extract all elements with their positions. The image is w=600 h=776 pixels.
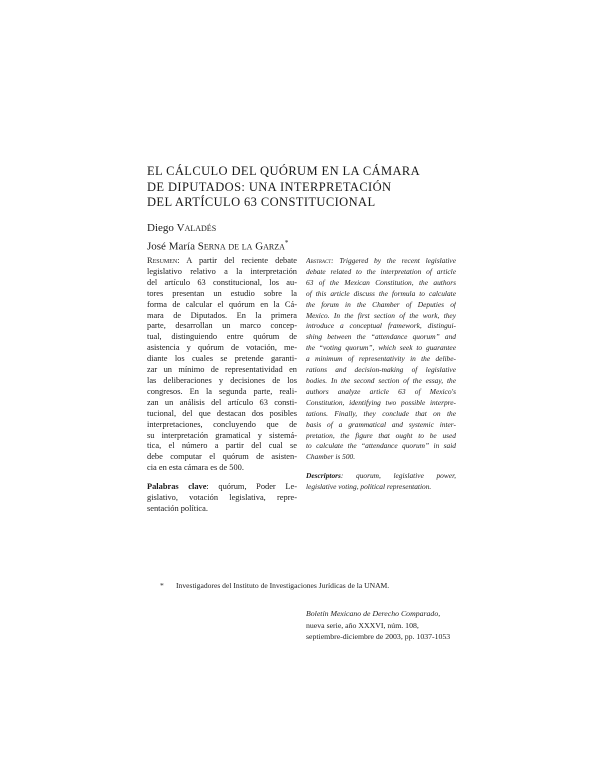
footnote-marker: *: [284, 238, 289, 247]
abstract-line: the forum in the Chamber of Deputies of: [306, 299, 456, 309]
abstract-line: debate related to the interpretation of article: [306, 266, 456, 276]
abstract-line: authors analyze article 63 of Mexico's: [306, 386, 456, 396]
resumen-line: del artículo 63 constitucional, los au-: [147, 277, 297, 287]
abstract-line: Mexico. In the first section of the work, they: [306, 310, 456, 320]
abstract-line: pretation, the figure that ought to be used: [306, 430, 456, 440]
author-1-first: Diego: [147, 222, 174, 234]
resumen-line: legislativo relativo a la interpretación: [147, 266, 297, 276]
abstract-column: [306, 256, 456, 493]
author-2-first: José María: [147, 240, 195, 253]
descriptors-line: Descriptors: quorum, legislative power,: [306, 471, 456, 481]
palabras-clave-block: [147, 482, 297, 515]
palabras-line: gislativo, votación legislativa, repre-: [147, 493, 297, 503]
palabras-line: Palabras clave: quórum, Poder Le-: [147, 482, 297, 492]
resumen-line: las deliberaciones y decisiones de los: [147, 375, 297, 385]
article-title: [147, 164, 467, 211]
abstract-line: Chamber is 500.: [306, 452, 356, 462]
resumen-line: forma de calcular el quórum en la Cá-: [147, 299, 297, 309]
abstract-line: a minimum of representativity in the delibe-: [306, 354, 456, 364]
footnote-mark: *: [160, 581, 164, 590]
resumen-column: [147, 256, 297, 515]
author-1-last: Valadés: [176, 222, 217, 234]
abstract-line: the “voting quorum”, which seek to guarantee: [306, 343, 456, 353]
abstract-line: bodies. In the second section of the essay, the: [306, 375, 456, 385]
resumen-line: congresos. En la segunda parte, reali-: [147, 386, 297, 396]
abstract-line: Constitution, identifying two possible interpre-: [306, 397, 456, 407]
resumen-block: [147, 256, 297, 474]
palabras-line: sentación política.: [147, 503, 208, 513]
resumen-line: cia en esta cámara es de 500.: [147, 463, 244, 473]
footnote-text: Investigadores del Instituto de Investigaciones Jurídicas de la UNAM.: [176, 581, 390, 590]
authors: [147, 221, 467, 254]
descriptors-label: Descriptors: [306, 471, 341, 481]
descriptors-line: legislative voting, political representation.: [306, 482, 432, 492]
resumen-line: tores presentan un estudio sobre la: [147, 288, 297, 298]
abstract-line: basis of a grammatical and systemic inter-: [306, 419, 456, 429]
abstract-label: Abstract: [306, 256, 332, 265]
author-1: [147, 221, 467, 236]
resumen-line: asistencia y quórum de votación, me-: [147, 343, 297, 353]
resumen-line: zar un mínimo de representatividad en: [147, 365, 297, 375]
resumen-line: Resumen: A partir del reciente debate: [147, 256, 297, 265]
citation-series: nueva serie, año XXXVI, núm. 108,: [306, 620, 419, 630]
journal-citation: [306, 608, 450, 643]
resumen-line: tica, el número a partir del cual se: [147, 441, 297, 451]
footnote: [160, 581, 389, 590]
abstract-line: to calculate the “attendance quorum” in said: [306, 441, 456, 451]
abstract-line: 63 of the Mexican Constitution, the authors: [306, 277, 456, 287]
resumen-line: tual, distinguiendo entre quórum de: [147, 332, 297, 342]
title-line: DE DIPUTADOS: UNA INTERPRETACIÓN: [147, 179, 392, 194]
abstract-line: rations and decision-making of legislative: [306, 365, 456, 375]
resumen-label: Resumen: [147, 256, 178, 265]
author-2-last: Serna de la Garza: [197, 240, 285, 253]
abstract-line: of this article discuss the formula to calculate: [306, 288, 456, 298]
palabras-label: Palabras clave: [147, 482, 207, 492]
resumen-line: interpretaciones, concluyendo que de: [147, 419, 297, 429]
resumen-line: zan un análisis del artículo 63 consti-: [147, 397, 297, 407]
title-line: EL CÁLCULO DEL QUÓRUM EN LA CÁMARA: [147, 164, 421, 178]
abstract-line: tations. Finally, they conclude that on the: [306, 408, 456, 418]
citation-journal: Boletín Mexicano de Derecho Comparado,: [306, 609, 441, 618]
resumen-line: diante los cuales se pretende garanti-: [147, 354, 297, 364]
abstract-line: introduce a conceptual framework, distingui-: [306, 321, 456, 331]
abstract-block: [306, 256, 456, 463]
author-2: [147, 236, 467, 254]
descriptors-block: [306, 471, 456, 493]
resumen-line: tucional, del que destacan dos posibles: [147, 408, 297, 418]
abstract-line: Abstract: Triggered by the recent legislative: [306, 256, 456, 265]
title-line: DEL ARTÍCULO 63 CONSTITUCIONAL: [147, 195, 376, 209]
resumen-line: su interpretación gramatical y sistemá-: [147, 430, 297, 440]
abstract-line: shing between the “attendance quorum” and: [306, 332, 456, 342]
resumen-line: mara de Diputados. En la primera: [147, 310, 297, 320]
resumen-line: debe computar el quórum de asisten-: [147, 452, 297, 462]
resumen-line: parte, desarrollan un marco concep-: [147, 321, 297, 331]
citation-pages: septiembre-diciembre de 2003, pp. 1037-1053: [306, 632, 451, 641]
